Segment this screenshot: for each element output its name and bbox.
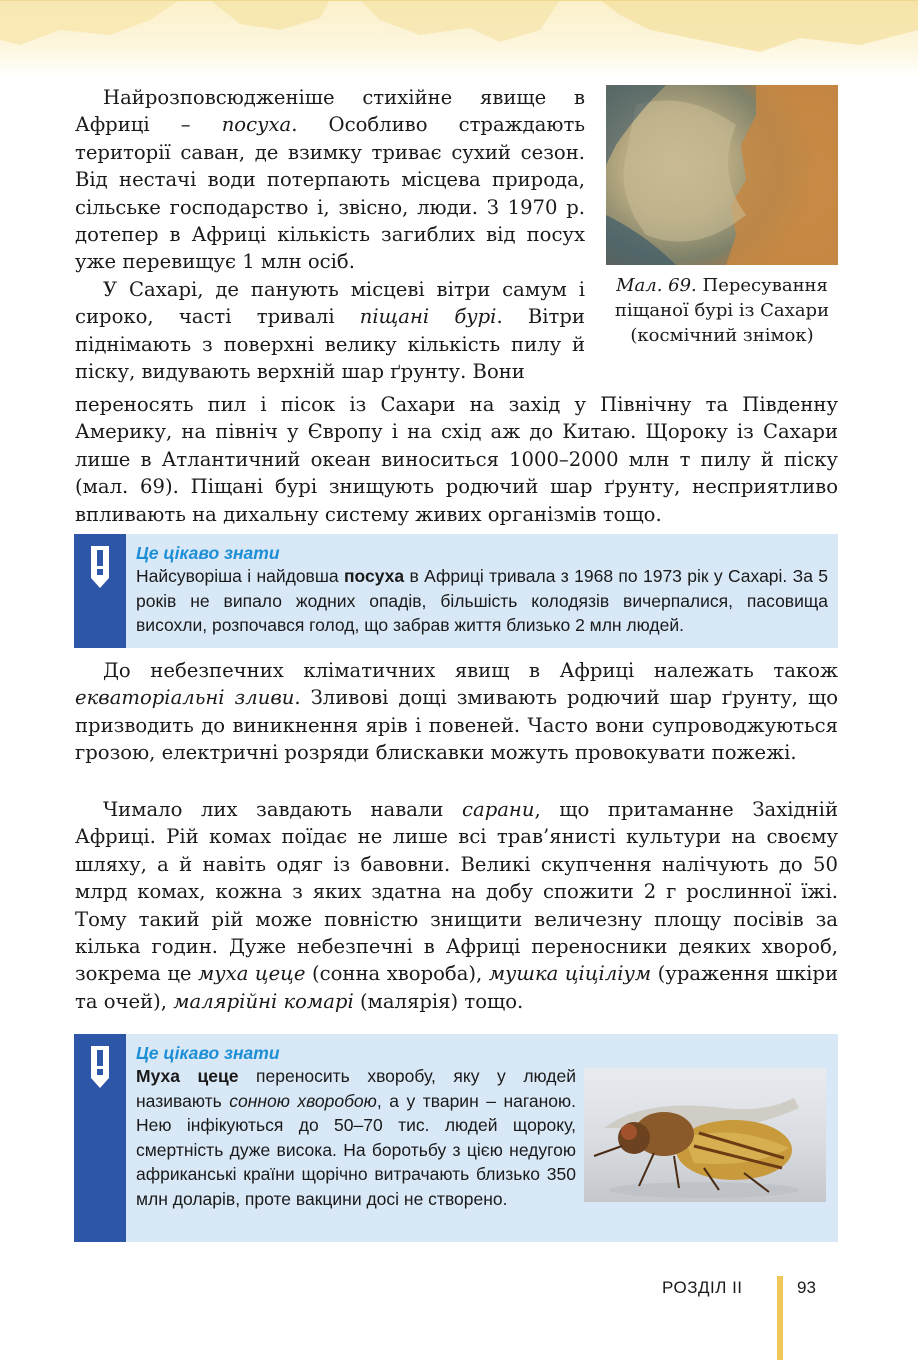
term-mosquitoes: малярійні комарі	[173, 989, 354, 1013]
fact-box-drought	[74, 534, 838, 648]
figure-label: Мал. 69.	[616, 275, 697, 296]
paragraph-text: . Зливові дощі змивають родючий шар ґрунту, що призводить до виникнення ярів і повеней. Часто вони супроводжуються грозою, електричні розряди блискавки можуть провокувати пожежі.	[75, 686, 838, 765]
paragraph-text: . Вітри піднімають з поверхні велику кількість пилу й піску, видувають верхній шар ґрунту. Вони	[75, 305, 585, 384]
paragraph-text: переносять пил і пісок із Сахари на захід у Північну та Південну Америку, на північ у Європу і на схід аж до Китаю. Щороку із Сахари лише в Атлантичний океан виноситься 1000–2000 млн т пилу й піску (мал. 69). Піщані бурі знищують родючий шар ґрунту, несприятливо впливають на дихальну систему живих організмів тощо.	[75, 393, 838, 526]
paragraph-text: (ураження шкіри та очей),	[75, 962, 838, 1013]
fact-box-bar	[74, 534, 126, 648]
fact-term: посуха	[343, 566, 405, 586]
fact-box-text	[136, 1064, 576, 1211]
fact-text-part: переносить хворобу, яку у людей називають	[136, 1066, 576, 1111]
paragraph-text: . Особливо страждають території саван, де взимку триває сухий сезон. Від нестачі води потерпають місцева природа, сільське господарство і, звісно, люди. З 1970 р. дотепер в Африці кількість загиблих від посух уже перевищує 1 млн осіб.	[75, 113, 585, 274]
paragraph-sandstorms	[75, 276, 585, 386]
fact-text-part: , а у тварин – наганою. Нею інфікуються до 50–70 тис. людей щороку, смертність дуже висока. На боротьбу з цією недугою африканські країни щорічно витрачають близько 350 млн доларів, проте вакцини досі не створено.	[136, 1090, 577, 1209]
fact-text-part: Найсуворіша і найдовша	[136, 566, 344, 586]
paragraph-text: До небезпечних кліматичних явищ в Африці належать також	[103, 659, 838, 682]
fact-box-text	[136, 564, 828, 638]
exclamation-icon	[88, 1044, 112, 1092]
fact-text-part: в Африці тривала з 1968 по 1973 рік у Сахарі. За 5 років не випало жодних опадів, більшість колодязів вичерпалися, пасовища висохли, розпочався голод, що забрав життя близько 2 млн людей.	[136, 566, 829, 635]
fact-box-bar	[74, 1034, 126, 1242]
term-sandstorms: піщані бурі	[359, 305, 497, 329]
paragraph-text: (сонна хвороба),	[305, 962, 489, 986]
world-map-decoration	[0, 0, 918, 80]
paragraph-drought	[75, 84, 585, 276]
satellite-image-dust-storm	[606, 85, 838, 265]
paragraph-text: Чимало лих завдають навали	[103, 798, 463, 821]
paragraph-text: (малярія) тощо.	[353, 989, 524, 1013]
paragraph-text: , що притаманне Західній Африці. Рій комах поїдає не лише всі трав’янисті культури на своєму шляху, а й навіть одяг із бавовни. Великі скупчення налічують до 50 млрд комах, кожна з яких здатна на добу спожити 2 г рослинної їжі. Тому такий рій може повністю знищити величезну площу посівів за кілька годин. Дуже небезпечні в Африці переносники деяких хвороб, зокрема це	[75, 798, 838, 986]
caption-text: Пересування піщаної бурі із Сахари (космічний знімок)	[614, 275, 830, 346]
term-tsetse: муха цеце	[198, 962, 306, 986]
exclamation-icon	[88, 544, 112, 592]
footer-divider	[777, 1276, 783, 1360]
term-rains: екваторіальні зливи	[75, 686, 295, 710]
page-number: 93	[797, 1278, 816, 1297]
term-locusts: сарани	[462, 798, 535, 821]
fact-term-italic: сонною хворобою	[229, 1090, 377, 1111]
figure-69	[606, 85, 838, 348]
fact-term: Муха цеце	[136, 1066, 239, 1086]
fact-box-title: Це цікаво знати	[136, 543, 280, 563]
term-simulium: мушка ціціліум	[488, 962, 652, 986]
tsetse-fly-photo	[584, 1068, 826, 1202]
fact-box-title: Це цікаво знати	[136, 1043, 280, 1063]
paragraph-text: Найрозповсюдженіше стихійне явище в Африці –	[75, 86, 585, 137]
term-drought: посуха	[221, 113, 292, 137]
paragraph-rains	[75, 657, 838, 767]
paragraph-sandstorms-continued	[75, 391, 838, 528]
paragraph-text: У Сахарі, де панують місцеві вітри самум і сироко, часті тривалі	[75, 278, 585, 329]
figure-caption	[606, 273, 838, 348]
section-label: РОЗДІЛ II	[662, 1278, 743, 1297]
paragraph-locusts	[75, 796, 838, 1015]
page-header-decoration	[0, 0, 918, 80]
